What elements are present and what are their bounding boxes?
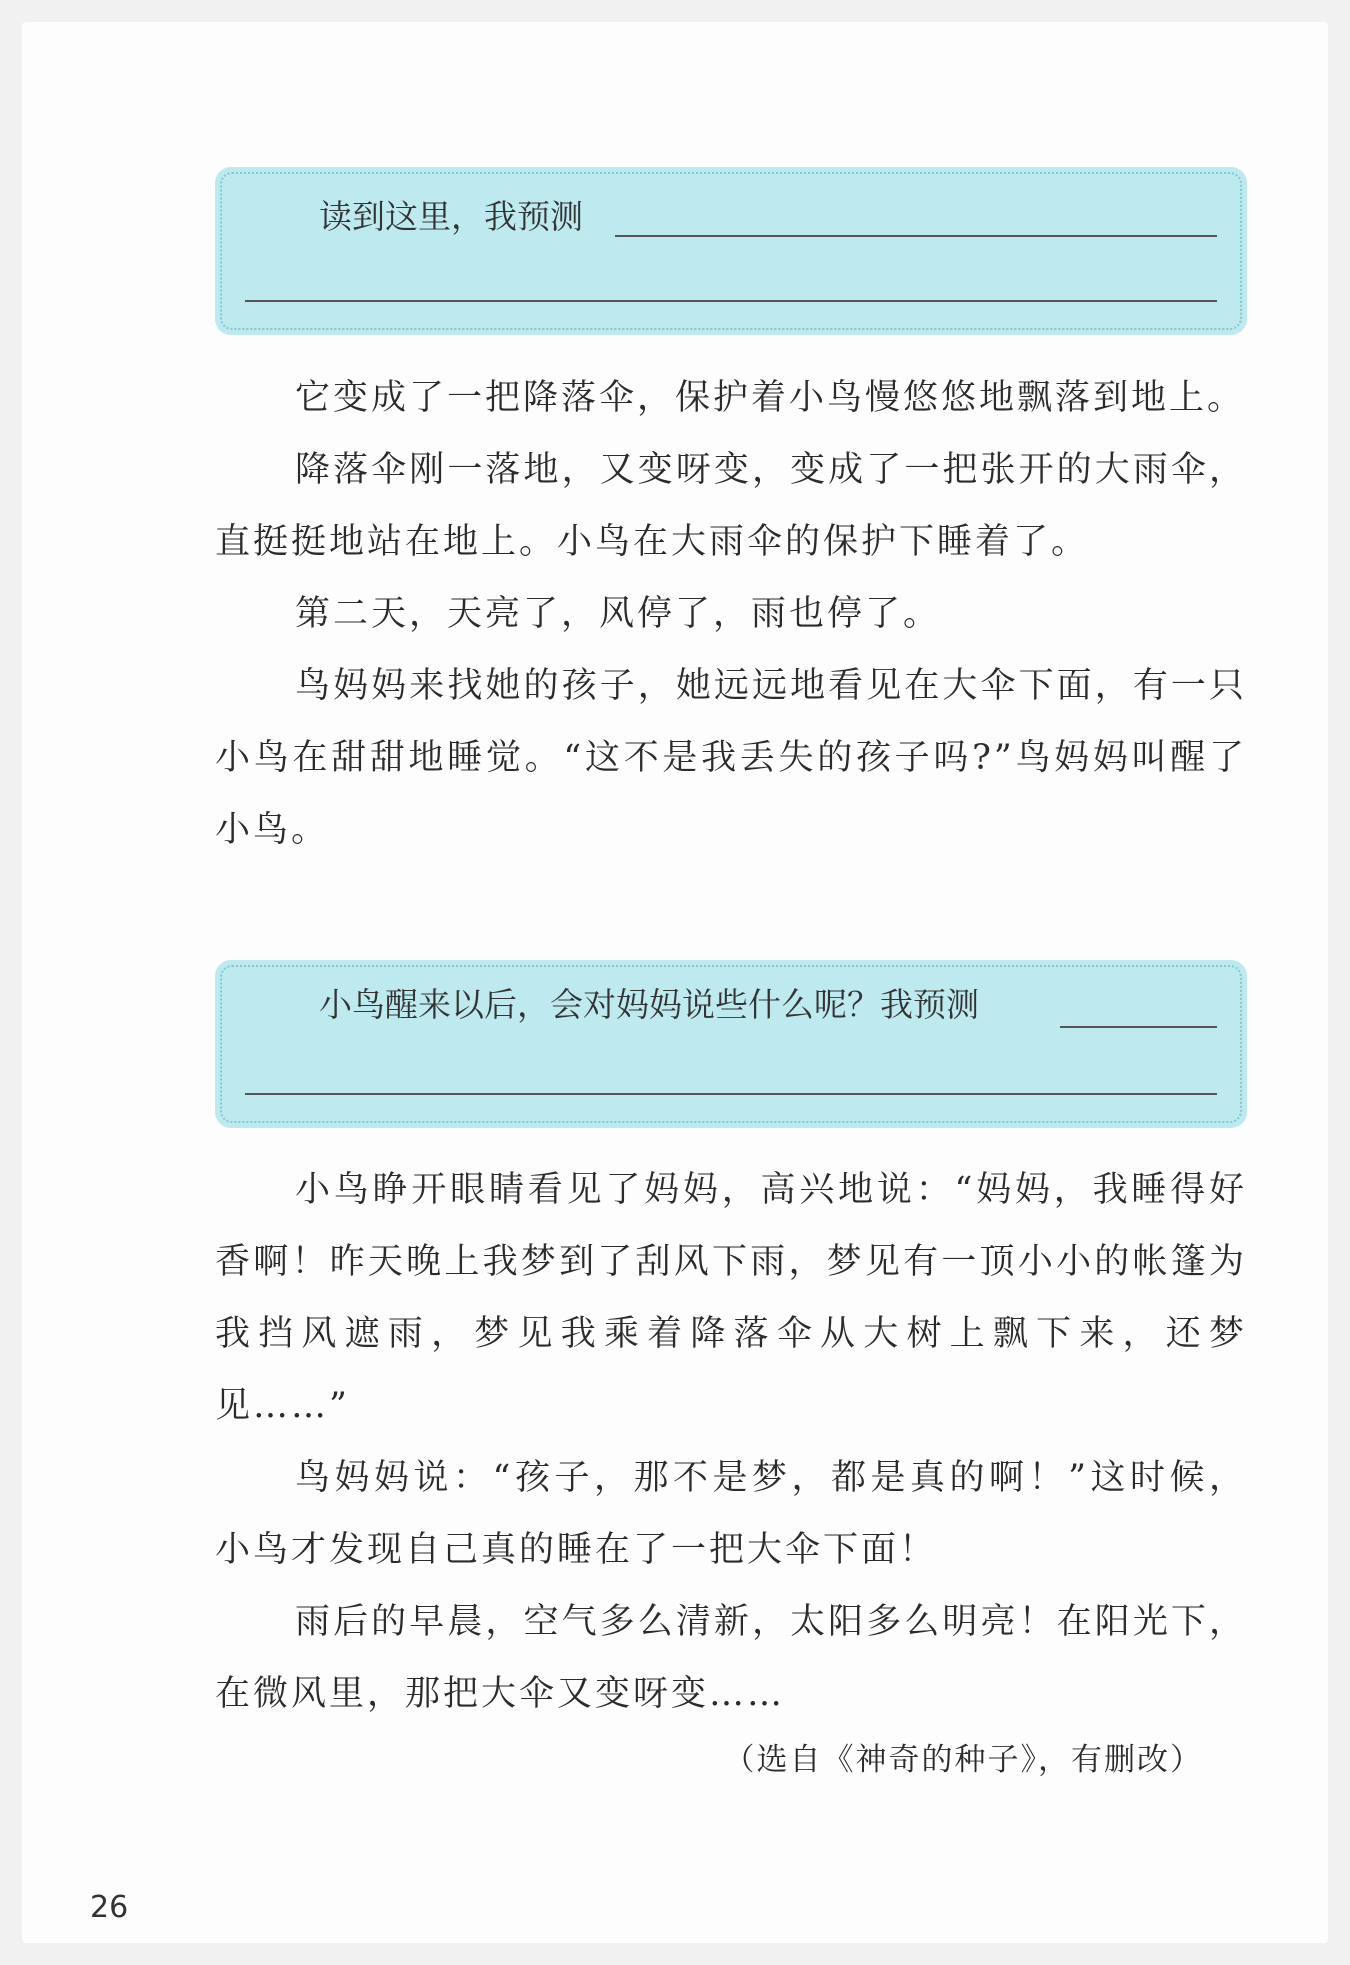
prediction-box-1 bbox=[215, 167, 1247, 335]
page-number: 26 bbox=[90, 1890, 129, 1925]
source-citation: （选自《神奇的种子》，有删改） bbox=[723, 1742, 1203, 1778]
answer-line[interactable] bbox=[245, 1093, 1217, 1095]
paragraph: 它变成了一把降落伞，保护着小鸟慢悠悠地飘落到地上。 bbox=[295, 378, 1246, 418]
prediction-prompt-1: 读到这里，我预测 bbox=[319, 197, 583, 236]
story-section-1 bbox=[215, 362, 1247, 866]
paragraph: 降落伞刚一落地，又变呀变，变成了一把张开的大雨伞，直挺挺地站在地上。小鸟在大雨伞的保护下睡着了。 bbox=[215, 450, 1247, 562]
paragraph: 雨后的早晨，空气多么清新，太阳多么明亮！在阳光下，在微风里，那把大伞又变呀变…… bbox=[215, 1602, 1247, 1714]
answer-line[interactable] bbox=[245, 300, 1217, 302]
paragraph: 第二天，天亮了，风停了，雨也停了。 bbox=[295, 594, 942, 634]
prediction-prompt-2: 小鸟醒来以后，会对妈妈说些什么呢？我预测 bbox=[319, 985, 979, 1024]
story-section-2 bbox=[215, 1154, 1247, 1730]
prediction-box-2 bbox=[215, 960, 1247, 1128]
paragraph: 鸟妈妈说：“孩子，那不是梦，都是真的啊！”这时候，小鸟才发现自己真的睡在了一把大伞下面！ bbox=[215, 1458, 1247, 1570]
paragraph: 鸟妈妈来找她的孩子，她远远地看见在大伞下面，有一只小鸟在甜甜地睡觉。“这不是我丢失的孩子吗?”鸟妈妈叫醒了小鸟。 bbox=[215, 666, 1247, 850]
page bbox=[22, 22, 1328, 1943]
paragraph: 小鸟睁开眼睛看见了妈妈，高兴地说：“妈妈，我睡得好香啊！昨天晚上我梦到了刮风下雨，梦见有一顶小小的帐篷为我挡风遮雨，梦见我乘着降落伞从大树上飘下来，还梦见……” bbox=[215, 1170, 1247, 1426]
answer-line[interactable] bbox=[615, 235, 1217, 237]
answer-line[interactable] bbox=[1060, 1026, 1217, 1028]
